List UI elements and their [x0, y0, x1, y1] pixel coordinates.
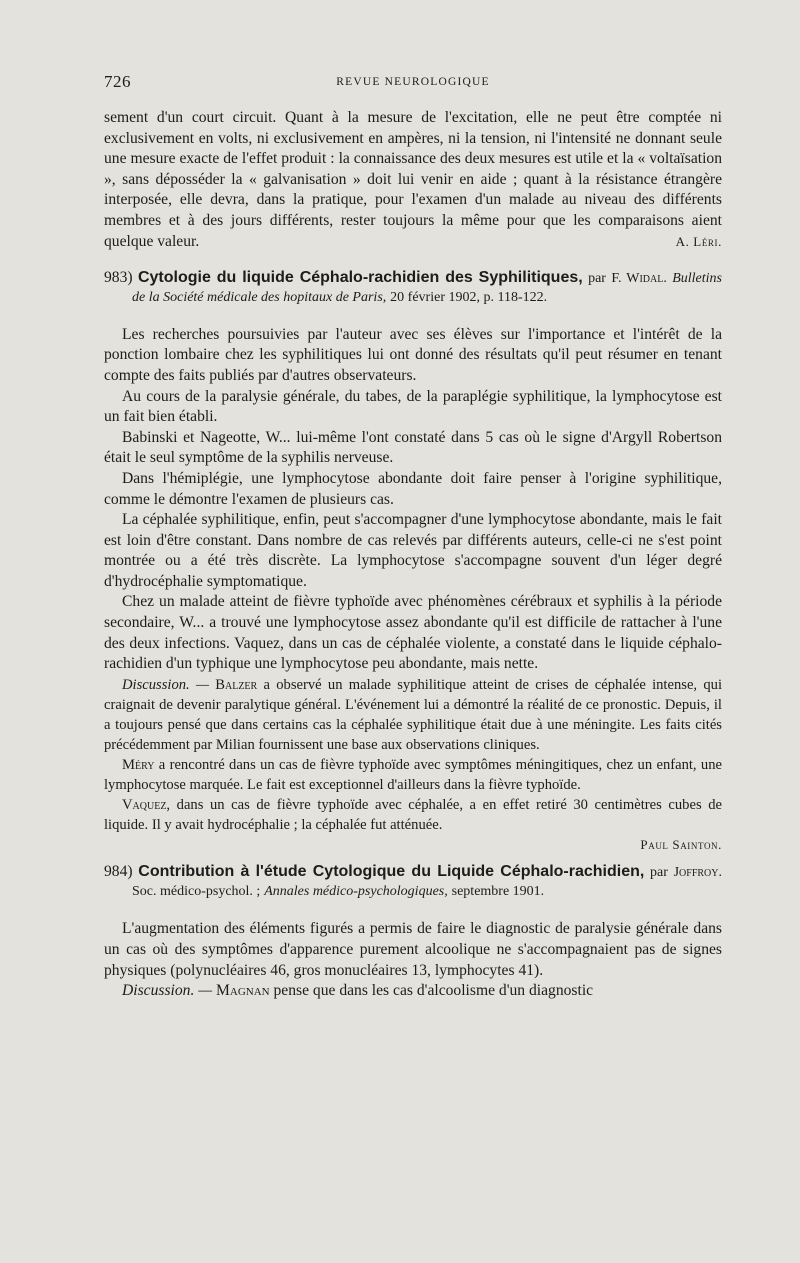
discussion-paragraph: Discussion. — Magnan pense que dans les cas d'alcoolisme d'un diagnostic [122, 982, 594, 1000]
article-author: Joffroy. [673, 865, 722, 881]
paragraph: Au cours de la paralysie générale, du tabes, de la paraplégie syphilitique, la lymphocytose est un fait bien établi. [104, 387, 722, 426]
discussion-paragraph: Méry a rencontré dans un cas de fièvre typhoïde avec symptômes méningitiques, chez un enfant, une lymphocytose marquée. Le fait est exceptionnel d'ailleurs dans la fièvre typhoïde. [104, 756, 722, 793]
journal-title: REVUE NEUROLOGIQUE [336, 76, 490, 88]
paragraph: Babinski et Nageotte, W... lui-même l'ont constaté dans 5 cas où le signe d'Argyll Robertson était le seul symptôme de la syphilis nerveuse. [104, 428, 722, 467]
article-984-heading [104, 863, 722, 901]
article-title: Contribution à l'étude Cytologique du Liquide Céphalo-rachidien, [138, 863, 645, 881]
discussion-983 [104, 675, 722, 835]
article-source: Annales médico-psychologiques, [264, 884, 448, 900]
article-number: 983) [104, 268, 133, 286]
running-head [104, 72, 722, 94]
article-source: Bulletins de la Société médicale des hopitaux de Paris, [132, 270, 722, 305]
article-983-heading [104, 269, 722, 307]
signature-leri: A. Léri. [675, 234, 722, 250]
article-title: Cytologie du liquide Céphalo-rachidien des Syphilitiques, [137, 268, 583, 286]
paragraph: Chez un malade atteint de fièvre typhoïde avec phénomènes cérébraux et syphilis à la période secondaire, W... a trouvé une lymphocytose assez abondante qu'il est difficile de rattacher à l'une des deux infections. Vaquez, dans un cas de céphalée violente, a constaté dans le liquide céphalo-rachidien d'un typhique une lymphocytose peu abondante, mais nette. [104, 593, 722, 673]
paragraph: Dans l'hémiplégie, une lymphocytose abondante doit faire penser à l'origine syphilitique, comme le démontre l'examen de plusieurs cas. [104, 469, 722, 508]
article-society: Soc. médico-psychol. ; [132, 884, 261, 900]
article-number: 984) [104, 863, 133, 881]
article-by: par [588, 270, 606, 286]
page-number: 726 [104, 72, 131, 91]
discussion-paragraph: Vaquez, dans un cas de fièvre typhoïde avec céphalée, a en effet retiré 30 centimètres cubes de liquide. Il y avait hydrocéphalie ; la céphalée fut atténuée. [104, 796, 722, 833]
signature-sainton: Paul Sainton. [640, 836, 722, 852]
article-author: F. Widal. [611, 270, 667, 286]
article-date: septembre 1901. [451, 884, 545, 900]
paragraph: Les recherches poursuivies par l'auteur avec ses élèves sur l'importance et l'intérêt de la ponction lombaire chez les syphilitiques lui ont donné des résultats qu'il peut résumer en tenant compte des faits publiés par d'autres observateurs. [104, 325, 722, 384]
discussion-paragraph: Discussion. — Balzer a observé un malade syphilitique atteint de crises de céphalée intense, qui craignait de devenir paralytique général. L'événement lui a démontré la réalité de ce pronostic. Depuis, il a toujours pensé que dans certains cas la céphalée syphilitique était due à une méningite. Les faits cités précédemment par Milian fournissent une base aux observations cliniques. [104, 676, 722, 753]
article-date: 20 février 1902, p. 118-122. [390, 289, 548, 305]
continuation-paragraph: sement d'un court circuit. Quant à la mesure de l'excitation, elle ne peut être comptée ni exclusivement en volts, ni exclusivement en ampères, ni la tension, ni l'intensité ne donnant seule une mesure exacte de l'effet produit : la connaissance des deux mesures est utile et la « voltaïsation », sans déposséder la « galvanisation » doit lui venir en aide ; quant à la résistance étrangère interposée, elle devra, dans la pratique, pour l'examen d'un malade au niveau des différents membres et à des jours différents, rester toujours la même pour que les comparaisons aient quelque valeur. [104, 109, 722, 250]
paragraph: L'augmentation des éléments figurés a permis de faire le diagnostic de paralysie générale dans un cas où des symptômes d'apparence purement alcoolique ne s'accompagnaient pas de signes physiques (polynucléaires 46, gros monucléaires 13, lymphocytes 41). [104, 920, 722, 979]
paragraph: La céphalée syphilitique, enfin, peut s'accompagner d'une lymphocytose abondante, mais le fait est loin d'être constant. Dans nombre de cas relevés par différents auteurs, celle-ci ne s'est point montrée ou a été très discrète. La lymphocytose s'accompagne souvent d'un léger degré d'hydrocéphalie symptomatique. [104, 511, 722, 590]
article-by: par [650, 865, 668, 881]
